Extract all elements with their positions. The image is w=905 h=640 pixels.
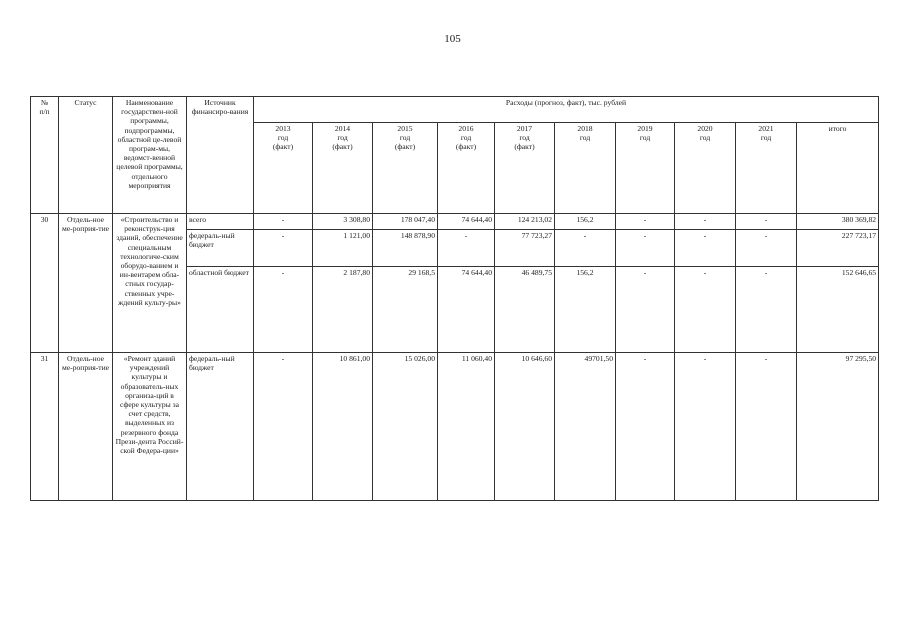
value-cell: 2 187,80 <box>313 267 373 353</box>
total-cell: 380 369,82 <box>797 214 879 230</box>
row-name: «Строительство и реконструк-ция зданий, обеспечение специальным технологиче-ским оборудо-ванием и ин-вентарем обла-стных государ-ственных учре-ждений культу-ры» <box>113 214 187 353</box>
value-cell: 11 060,40 <box>438 353 495 501</box>
value-cell: 74 644,40 <box>438 267 495 353</box>
value-cell: 156,2 <box>555 214 616 230</box>
header-year-text: 2016 год (факт) <box>455 124 477 152</box>
row-num: 31 <box>31 353 59 501</box>
header-source <box>187 97 254 214</box>
total-cell: 152 646,65 <box>797 267 879 353</box>
header-year-2014 <box>313 123 373 214</box>
header-total-text: итого <box>828 124 847 133</box>
value-cell: - <box>675 353 736 501</box>
header-num-text: № п/п <box>39 98 50 117</box>
value-cell: - <box>736 214 797 230</box>
header-year-text: 2019 год <box>637 124 653 143</box>
header-year-2020 <box>675 123 736 214</box>
value-cell: 46 489,75 <box>495 267 555 353</box>
value-cell: 15 026,00 <box>373 353 438 501</box>
header-num <box>31 97 59 214</box>
header-year-2019 <box>616 123 675 214</box>
header-year-text: 2021 год <box>758 124 774 143</box>
header-name-text: Наименование государствен-ной программы, подпрограммы, областной це-левой програм-мы, ведомст-венной целевой программы, отдельного мероприятия <box>116 98 183 190</box>
header-row-1 <box>31 97 879 123</box>
value-cell: - <box>736 267 797 353</box>
header-expenses-text: Расходы (прогноз, факт), тыс. рублей <box>505 98 627 107</box>
value-cell: - <box>254 267 313 353</box>
table-row <box>31 353 879 501</box>
value-cell: - <box>616 353 675 501</box>
row-num: 30 <box>31 214 59 353</box>
value-cell: 3 308,80 <box>313 214 373 230</box>
total-cell: 97 295,50 <box>797 353 879 501</box>
row-status: Отдель-ное ме-роприя-тие <box>59 214 113 353</box>
value-cell: 74 644,40 <box>438 214 495 230</box>
header-name <box>113 97 187 214</box>
value-cell: 49701,50 <box>555 353 616 501</box>
value-cell: - <box>438 230 495 267</box>
value-cell: - <box>555 230 616 267</box>
value-cell: 178 047,40 <box>373 214 438 230</box>
header-expenses <box>254 97 879 123</box>
value-cell: - <box>736 353 797 501</box>
row-source: федераль-ный бюджет <box>187 353 254 501</box>
row-source: всего <box>187 214 254 230</box>
header-year-text: 2015 год (факт) <box>394 124 416 152</box>
page-number: 105 <box>444 33 461 45</box>
row-status: Отдель-ное ме-роприя-тие <box>59 353 113 501</box>
value-cell: 156,2 <box>555 267 616 353</box>
header-year-2017 <box>495 123 555 214</box>
header-total <box>797 123 879 214</box>
header-year-text: 2013 год (факт) <box>272 124 294 152</box>
value-cell: - <box>675 230 736 267</box>
row-source: федераль-ный бюджет <box>187 230 254 267</box>
value-cell: 1 121,00 <box>313 230 373 267</box>
header-year-2016 <box>438 123 495 214</box>
header-status-text: Статус <box>74 98 97 107</box>
header-year-2021 <box>736 123 797 214</box>
total-cell: 227 723,17 <box>797 230 879 267</box>
value-cell: - <box>675 267 736 353</box>
value-cell: 10 861,00 <box>313 353 373 501</box>
value-cell: 10 646,60 <box>495 353 555 501</box>
row-source: областной бюджет <box>187 267 254 353</box>
value-cell: - <box>254 353 313 501</box>
value-cell: - <box>616 267 675 353</box>
header-year-text: 2014 год (факт) <box>332 124 353 152</box>
value-cell: - <box>675 214 736 230</box>
value-cell: - <box>616 230 675 267</box>
value-cell: 124 213,02 <box>495 214 555 230</box>
header-source-text: Источник финансиро-вания <box>191 98 249 117</box>
header-year-text: 2017 год (факт) <box>514 124 535 152</box>
value-cell: - <box>616 214 675 230</box>
budget-table <box>30 96 879 501</box>
table-row <box>31 214 879 230</box>
header-year-2015 <box>373 123 438 214</box>
value-cell: 29 168,5 <box>373 267 438 353</box>
header-year-text: 2020 год <box>697 124 713 143</box>
header-year-2018 <box>555 123 616 214</box>
header-year-text: 2018 год <box>577 124 593 143</box>
value-cell: - <box>736 230 797 267</box>
value-cell: 148 878,90 <box>373 230 438 267</box>
header-year-2013 <box>254 123 313 214</box>
row-name: «Ремонт зданий учреждений культуры и образователь-ных организа-ций в сфере культуры за счет средств, выделенных из резервного фонда Прези-дента Россий-ской Федера-ции» <box>113 353 187 501</box>
value-cell: - <box>254 214 313 230</box>
value-cell: 77 723,27 <box>495 230 555 267</box>
header-status <box>59 97 113 214</box>
value-cell: - <box>254 230 313 267</box>
